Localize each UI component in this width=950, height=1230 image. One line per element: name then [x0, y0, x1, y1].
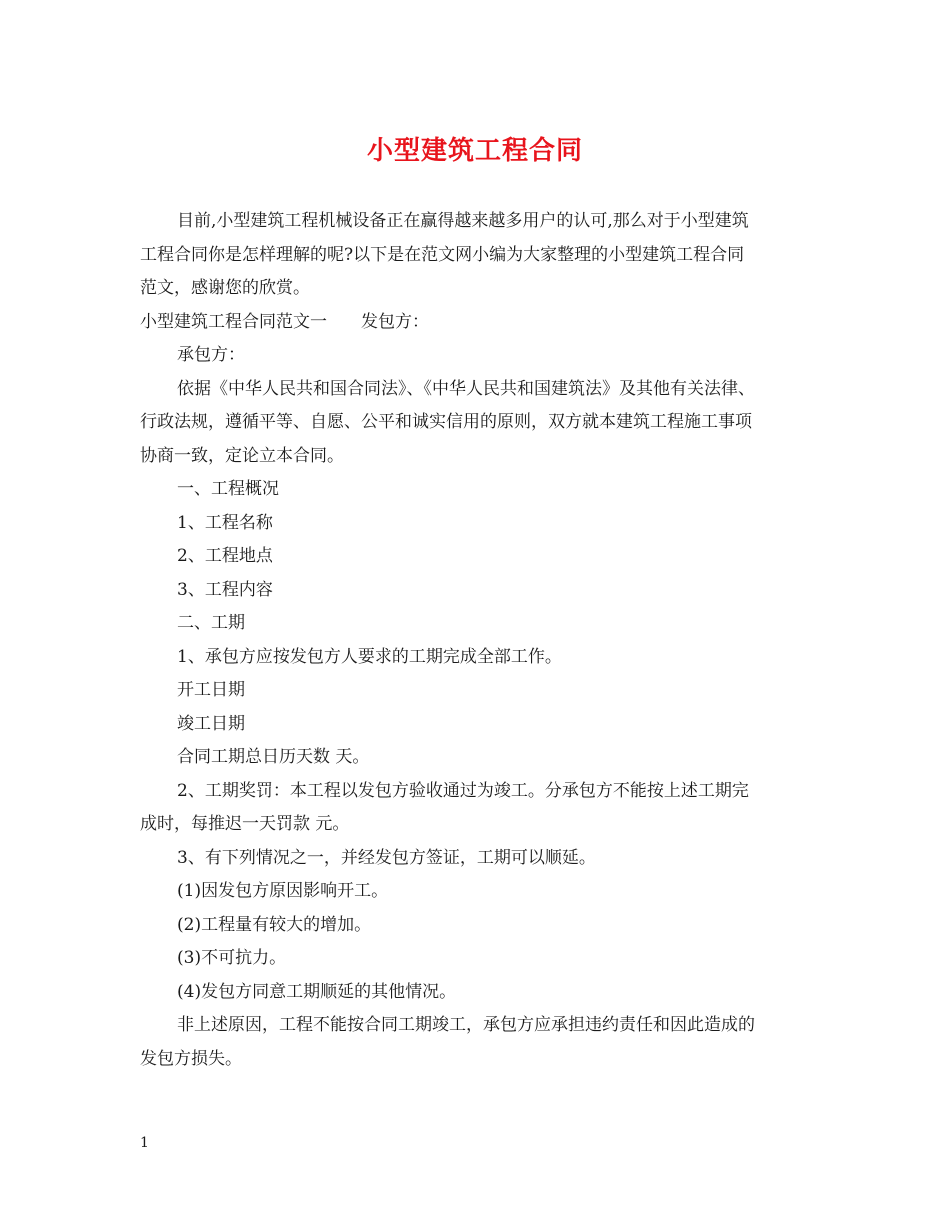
paragraph-line: 3、有下列情况之一，并经发包方签证，工期可以顺延。 — [177, 847, 596, 868]
document-title: 小型建筑工程合同 — [366, 136, 583, 166]
paragraph-line: 开工日期 — [177, 680, 245, 700]
paragraph-line: (1)因发包方原因影响开工。 — [177, 881, 389, 901]
paragraph-line: 二、工期 — [177, 613, 245, 633]
document-body — [140, 205, 820, 1076]
paragraph-line: 依据《中华人民共和国合同法》、《中华人民共和国建筑法》及其他有关法律、 — [177, 378, 755, 399]
paragraph-line: 行政法规，遵循平等、自愿、公平和诚实信用的原则，双方就本建筑工程施工事项 — [140, 412, 752, 432]
paragraph-line: 承包方： — [177, 345, 245, 365]
paragraph-line: 发包方损失。 — [140, 1048, 242, 1069]
paragraph-line: 2、工期奖罚：本工程以发包方验收通过为竣工。分承包方不能按上述工期完 — [177, 780, 749, 801]
paragraph-line: (4)发包方同意工期顺延的其他情况。 — [177, 981, 457, 1002]
paragraph-line: 竣工日期 — [177, 713, 245, 734]
paragraph-line: 1、工程名称 — [177, 512, 273, 533]
paragraph-line: 一、工程概况 — [177, 479, 279, 499]
page-number: 1 — [140, 1135, 149, 1151]
paragraph-line: 成时，每推迟一天罚款 元。 — [140, 814, 350, 834]
paragraph-line: 3、工程内容 — [177, 579, 273, 600]
paragraph-line: 合同工期总日历天数 天。 — [177, 747, 370, 767]
paragraph-line: 工程合同你是怎样理解的呢?以下是在范文网小编为大家整理的小型建筑工程合同 — [140, 244, 745, 265]
paragraph-line: 1、承包方应按发包方人要求的工期完成全部工作。 — [177, 646, 562, 667]
paragraph-line: 2、工程地点 — [177, 546, 273, 566]
paragraph-line: (2)工程量有较大的增加。 — [177, 914, 372, 935]
paragraph-line: 协商一致，定论立本合同。 — [140, 445, 344, 466]
paragraph-line: 非上述原因，工程不能按合同工期竣工，承包方应承担违约责任和因此造成的 — [177, 1015, 755, 1035]
paragraph-line: (3)不可抗力。 — [177, 948, 287, 968]
paragraph-line: 小型建筑工程合同范文一 发包方： — [140, 311, 429, 332]
paragraph-line: 目前,小型建筑工程机械设备正在赢得越来越多用户的认可,那么对于小型建筑 — [177, 211, 749, 231]
paragraph-line: 范文，感谢您的欣赏。 — [140, 278, 310, 298]
